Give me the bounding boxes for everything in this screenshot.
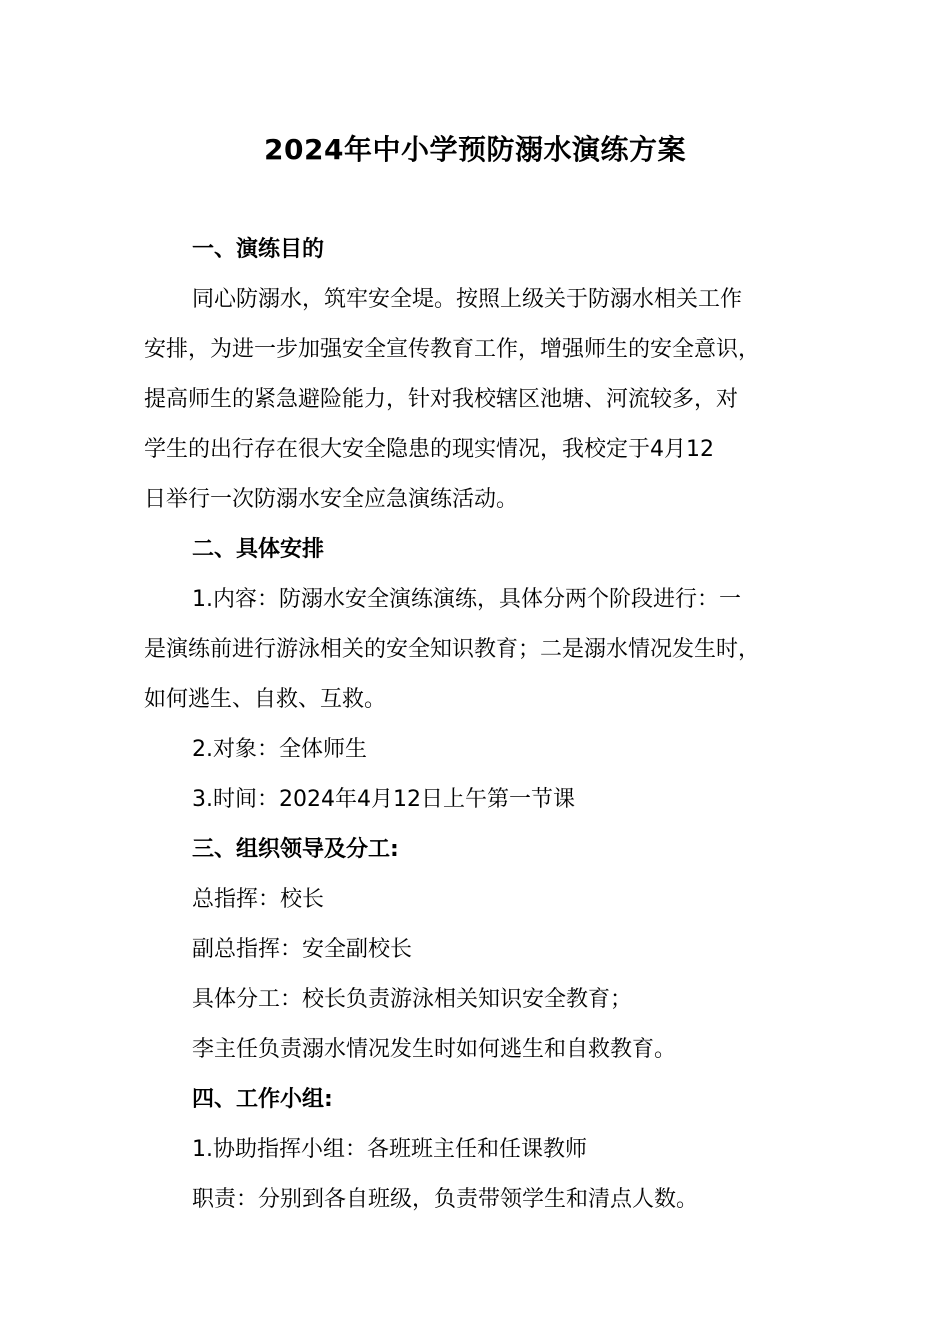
section-1-heading: 一、演练目的 bbox=[192, 237, 325, 262]
section-1-paragraph-line: 提高师生的紧急避险能力，针对我校辖区池塘、河流较多，对 bbox=[144, 387, 739, 412]
section-3-line: 李主任负责溺水情况发生时如何逃生和自救教育。 bbox=[192, 1037, 677, 1062]
section-2-item-2: 2.对象：全体师生 bbox=[192, 737, 367, 762]
section-4-heading: 四、工作小组: bbox=[192, 1087, 333, 1112]
document-title: 2024年中小学预防溺水演练方案 bbox=[264, 133, 686, 166]
section-4-line: 职责：分别到各自班级，负责带领学生和清点人数。 bbox=[192, 1187, 699, 1212]
section-3-line: 具体分工：校长负责游泳相关知识安全教育； bbox=[192, 987, 633, 1012]
section-4-line: 1.协助指挥小组：各班班主任和任课教师 bbox=[192, 1137, 587, 1162]
section-2-item-line: 1.内容：防溺水安全演练演练，具体分两个阶段进行：一 bbox=[192, 587, 741, 612]
section-3-heading: 三、组织领导及分工: bbox=[192, 837, 399, 862]
section-2-item-line: 是演练前进行游泳相关的安全知识教育；二是溺水情况发生时， bbox=[144, 637, 761, 662]
section-2-heading: 二、具体安排 bbox=[192, 537, 325, 562]
section-3-line: 副总指挥：安全副校长 bbox=[192, 937, 413, 962]
section-1-paragraph-line: 学生的出行存在很大安全隐患的现实情况，我校定于4月12 bbox=[144, 437, 714, 462]
section-3-line: 总指挥：校长 bbox=[192, 887, 325, 912]
section-1-paragraph-line: 日举行一次防溺水安全应急演练活动。 bbox=[144, 487, 519, 512]
section-1-paragraph-line: 同心防溺水，筑牢安全堤。按照上级关于防溺水相关工作 bbox=[192, 287, 743, 312]
section-2-item-3: 3.时间：2024年4月12日上午第一节课 bbox=[192, 787, 575, 812]
section-2-item-line: 如何逃生、自救、互救。 bbox=[144, 687, 387, 712]
section-1-paragraph-line: 安排，为进一步加强安全宣传教育工作，增强师生的安全意识， bbox=[144, 337, 761, 362]
